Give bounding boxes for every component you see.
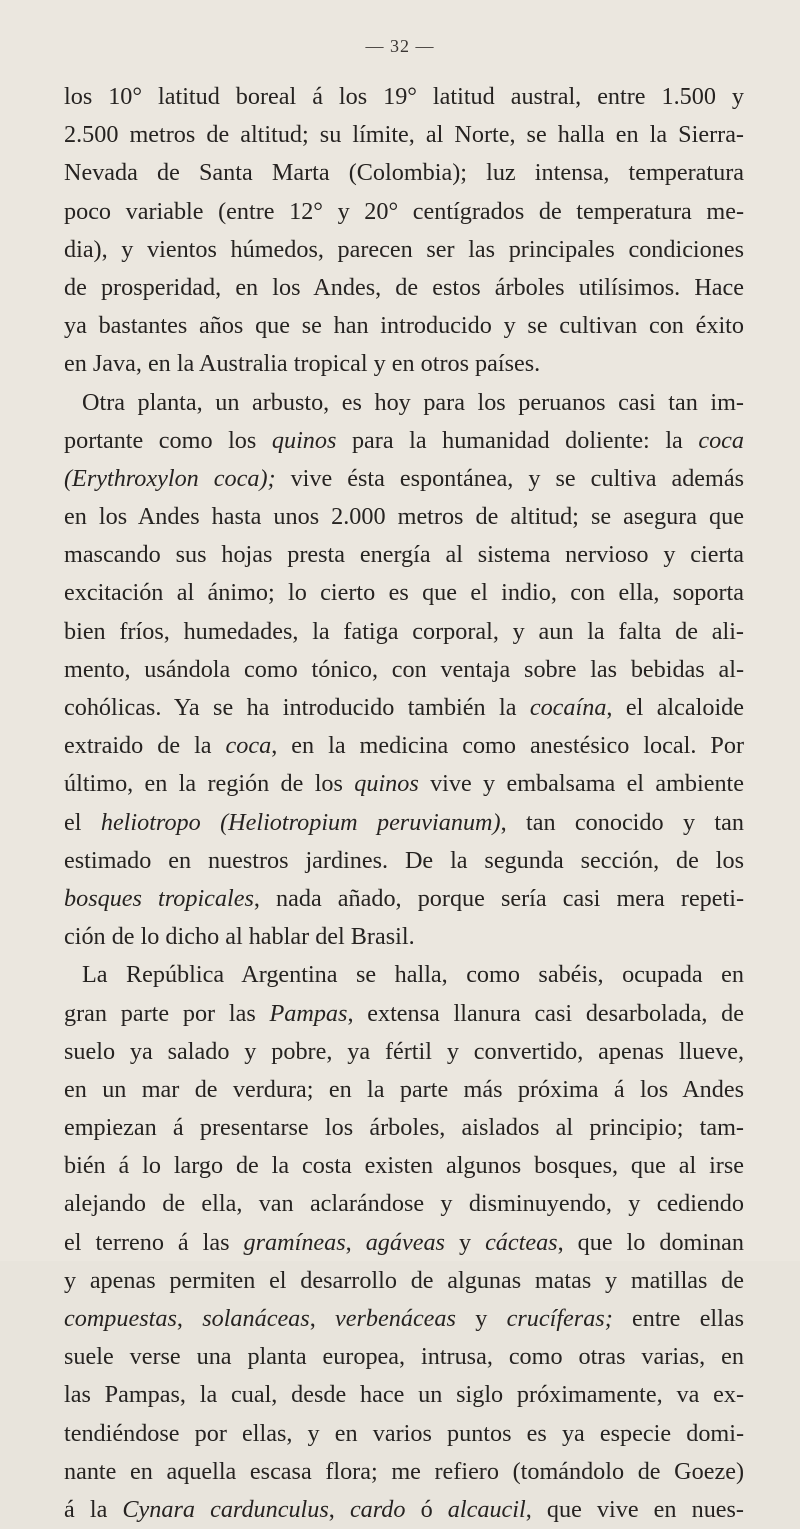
text-segment: portante como los [64,426,272,454]
text-line [64,269,744,307]
text-segment: estimado en nuestros jardines. De la segunda sección, de los [64,846,744,874]
text-segment: , extensa llanura casi desarbolada, de [347,999,744,1027]
text-segment: bién á lo largo de la costa existen algunos bosques, que al irse [64,1152,744,1180]
text-line [64,1338,744,1376]
text-segment: el terreno á las [64,1228,244,1256]
text-segment: excitación al ánimo; lo cierto es que el indio, con ella, soporta [64,579,744,607]
text-segment: gran parte por las [64,999,270,1027]
text-segment: extraido de la [64,732,226,760]
text-segment: , que lo dominan [557,1228,744,1256]
text-line [64,1262,744,1300]
text-segment: empiezan á presentarse los árboles, aislados al principio; tam- [64,1114,744,1142]
text-segment: , que vive en nues- [525,1495,744,1523]
text-segment: mascando sus hojas presta energía al sistema nervioso y cierta [64,541,744,569]
text-line [64,727,744,765]
text-line [64,804,744,842]
text-segment: , el alcaloide [606,694,744,721]
text-line [64,880,744,918]
italic-text: verbenáceas [335,1305,456,1332]
italic-text: alcaucil [447,1495,526,1523]
italic-text: cocaína [529,694,607,721]
text-line [64,689,744,727]
text-segment: á la [64,1495,123,1523]
italic-text: (Erythroxylon coca); [64,464,276,492]
text-line [64,1147,744,1185]
text-line [64,613,744,651]
text-segment: La República Argentina se halla, como sabéis, ocupada en [82,961,744,989]
text-segment: ó [405,1495,448,1523]
text-segment: poco variable (entre 12° y 20° centígrados de temperatura me- [64,197,744,225]
text-line [64,345,744,383]
text-line [64,574,744,612]
text-segment: , en la medicina como anestésico local. Por [271,732,744,760]
italic-text: agáveas [365,1228,445,1256]
text-line [64,956,744,994]
text-segment: , nada añado, porque sería casi mera repeti- [253,884,744,912]
text-segment: Nevada de Santa Marta (Colombia); luz intensa, temperatura [64,159,744,187]
text-line [64,384,744,422]
italic-text: solanáceas [202,1305,310,1332]
text-line [64,536,744,574]
text-segment: ción de lo dicho al hablar del Brasil. [64,923,415,951]
text-segment: los 10° latitud boreal á los 19° latitud austral, entre 1.500 y [64,83,744,110]
italic-text: heliotropo (Heliotropium peruvianum) [100,808,501,836]
text-segment: y [444,1228,486,1256]
text-line [64,231,744,269]
italic-text: quinos [354,770,419,798]
text-segment: bien fríos, humedades, la fatiga corporal, y aun la falta de ali- [64,617,744,645]
text-segment: suelo ya salado y pobre, ya fértil y convertido, apenas llueve, [64,1037,744,1065]
text-line [64,1300,744,1338]
text-line [64,154,744,192]
text-line [64,116,744,154]
text-segment: vive ésta espontánea, y se cultiva además [275,464,744,492]
text-segment: entre ellas [612,1305,744,1332]
text-segment: ya bastantes años que se han introducido y se cultivan con éxito [64,312,744,340]
text-segment: en un mar de verdura; en la parte más próxima á los Andes [64,1075,744,1103]
text-segment: suele verse una planta europea, intrusa, como otras varias, en [64,1343,744,1371]
text-segment: y apenas permiten el desarrollo de algunas matas y matillas de [64,1266,744,1294]
text-segment: cohólicas. Ya se ha introducido también la [64,694,530,721]
text-segment: el [64,808,101,836]
text-line [64,1453,744,1491]
text-line [64,307,744,345]
text-line [64,1224,744,1262]
italic-text: coca [225,732,272,760]
italic-text: Pampas [269,999,348,1027]
text-line [64,460,744,498]
text-segment: para la humanidad doliente: la [336,426,699,454]
italic-text: compuestas [64,1305,177,1332]
body-text [64,78,744,1529]
text-line [64,1109,744,1147]
text-segment: mento, usándola como tónico, con ventaja sobre las bebidas al- [64,655,744,683]
text-line [64,765,744,803]
text-segment: , [328,1495,350,1523]
text-segment: en los Andes hasta unos 2.000 metros de altitud; se asegura que [64,503,744,531]
text-line [64,842,744,880]
text-segment: nante en aquella escasa flora; me refiero (tomándolo de Goeze) [64,1457,744,1485]
text-line [64,1185,744,1223]
italic-text: Cynara cardunculus [122,1495,329,1523]
text-segment: vive y embalsama el ambiente [418,770,744,798]
text-segment: de prosperidad, en los Andes, de estos árboles utilísimos. Hace [64,273,744,301]
text-line [64,498,744,536]
page-number: — 32 — [365,36,435,56]
text-segment: en Java, en la Australia tropical y en otros países. [64,350,541,378]
text-line [64,422,744,460]
italic-text: bosques tropicales [64,884,254,912]
text-line [64,995,744,1033]
text-line [64,1491,744,1529]
text-line [64,1033,744,1071]
text-line [64,651,744,689]
text-segment: alejando de ella, van aclarándose y disminuyendo, y cediendo [64,1190,744,1218]
text-line [64,78,744,116]
italic-text: gramíneas [243,1228,346,1256]
text-segment: dia), y vientos húmedos, parecen ser las principales condiciones [64,235,744,263]
italic-text: coca [698,426,744,454]
text-segment: y [455,1305,507,1332]
text-segment: , [309,1305,336,1332]
text-segment: 2.500 metros de altitud; su límite, al Norte, se halla en la Sierra- [64,121,744,149]
italic-text: cácteas [485,1228,558,1256]
text-segment: tendiéndose por ellas, y en varios puntos es ya especie domi- [64,1419,744,1447]
text-segment: Otra planta, un arbusto, es hoy para los peruanos casi tan im- [82,388,744,416]
text-segment: , [176,1305,203,1332]
text-segment: , [345,1228,366,1256]
italic-text: cardo [349,1495,406,1523]
text-line [64,1071,744,1109]
text-line [64,1415,744,1453]
text-segment: las Pampas, la cual, desde hace un siglo próximamente, va ex- [64,1381,744,1409]
text-line [64,1376,744,1414]
italic-text: quinos [271,426,337,454]
text-segment: , tan conocido y tan [500,808,744,836]
text-line [64,918,744,956]
italic-text: crucíferas; [506,1305,613,1332]
text-line [64,193,744,231]
text-segment: último, en la región de los [64,770,355,798]
